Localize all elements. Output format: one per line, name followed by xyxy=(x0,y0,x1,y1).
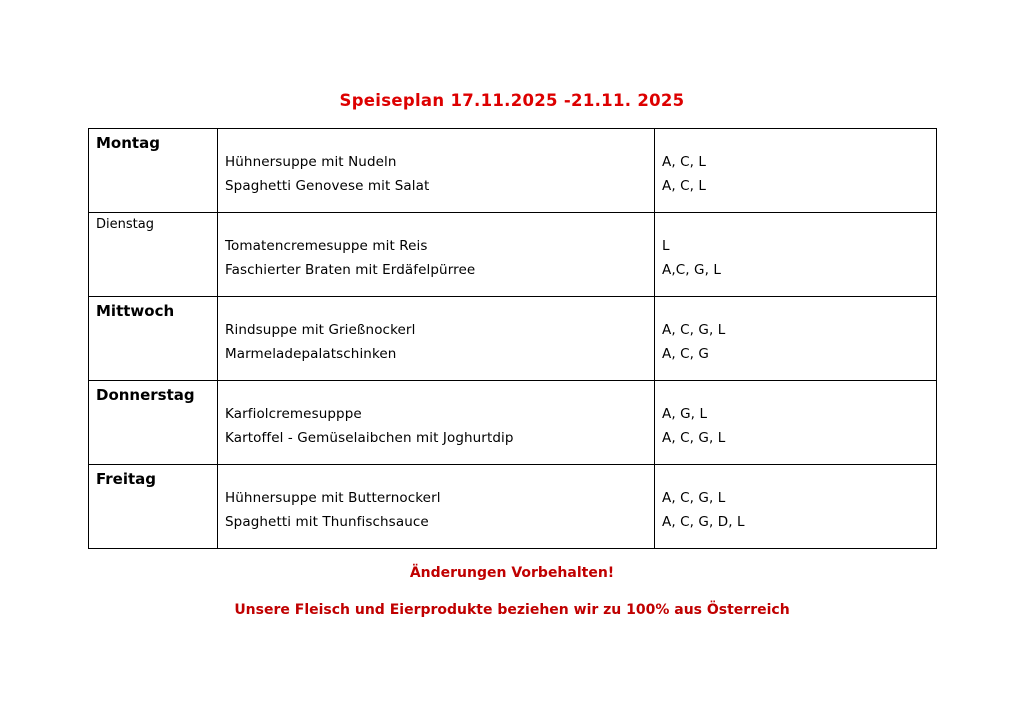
menu-table xyxy=(88,128,937,549)
allergens-soup: A, C, G, L xyxy=(662,322,726,338)
dish-main: Marmeladepalatschinken xyxy=(225,346,397,362)
table-row xyxy=(89,465,937,549)
allergens-soup: A, G, L xyxy=(662,406,708,422)
allergens-cell xyxy=(655,465,937,549)
table-row xyxy=(89,129,937,213)
table-row xyxy=(89,213,937,297)
allergens-soup: L xyxy=(662,238,670,254)
dishes-cell xyxy=(218,465,655,549)
day-label: Montag xyxy=(96,134,160,152)
day-cell xyxy=(89,465,218,549)
table-row xyxy=(89,297,937,381)
dish-soup: Rindsuppe mit Grießnockerl xyxy=(225,322,416,338)
day-label: Freitag xyxy=(96,470,157,488)
table-row xyxy=(89,381,937,465)
dishes-cell xyxy=(218,213,655,297)
dish-main: Faschierter Braten mit Erdäfelpürree xyxy=(225,262,476,278)
day-label: Donnerstag xyxy=(96,386,195,404)
allergens-main: A, C, G, L xyxy=(662,430,726,446)
allergens-soup: A, C, L xyxy=(662,154,707,170)
day-label: Dienstag xyxy=(96,217,154,232)
allergens-cell xyxy=(655,381,937,465)
allergens-cell xyxy=(655,297,937,381)
day-cell xyxy=(89,213,218,297)
dishes-cell xyxy=(218,129,655,213)
dish-soup: Hühnersuppe mit Nudeln xyxy=(225,154,397,170)
allergens-main: A, C, L xyxy=(662,178,707,194)
allergens-soup: A, C, G, L xyxy=(662,490,726,506)
dish-soup: Tomatencremesuppe mit Reis xyxy=(225,238,428,254)
origin-note: Unsere Fleisch und Eierprodukte beziehen wir zu 100% aus Österreich xyxy=(234,602,790,618)
dishes-cell xyxy=(218,297,655,381)
day-label: Mittwoch xyxy=(96,302,175,320)
page-title: Speiseplan 17.11.2025 -21.11. 2025 xyxy=(339,91,685,110)
day-cell xyxy=(89,381,218,465)
dishes-cell xyxy=(218,381,655,465)
allergens-cell xyxy=(655,129,937,213)
dish-soup: Karfiolcremesupppe xyxy=(225,406,362,422)
allergens-main: A,C, G, L xyxy=(662,262,722,278)
day-cell xyxy=(89,129,218,213)
allergens-main: A, C, G xyxy=(662,346,709,362)
dish-main: Spaghetti mit Thunfischsauce xyxy=(225,514,429,530)
day-cell xyxy=(89,297,218,381)
dish-main: Kartoffel - Gemüselaibchen mit Joghurtdip xyxy=(225,430,514,446)
changes-notice: Änderungen Vorbehalten! xyxy=(409,565,615,581)
dish-soup: Hühnersuppe mit Butternockerl xyxy=(225,490,441,506)
dish-main: Spaghetti Genovese mit Salat xyxy=(225,178,430,194)
allergens-cell xyxy=(655,213,937,297)
allergens-main: A, C, G, D, L xyxy=(662,514,745,530)
